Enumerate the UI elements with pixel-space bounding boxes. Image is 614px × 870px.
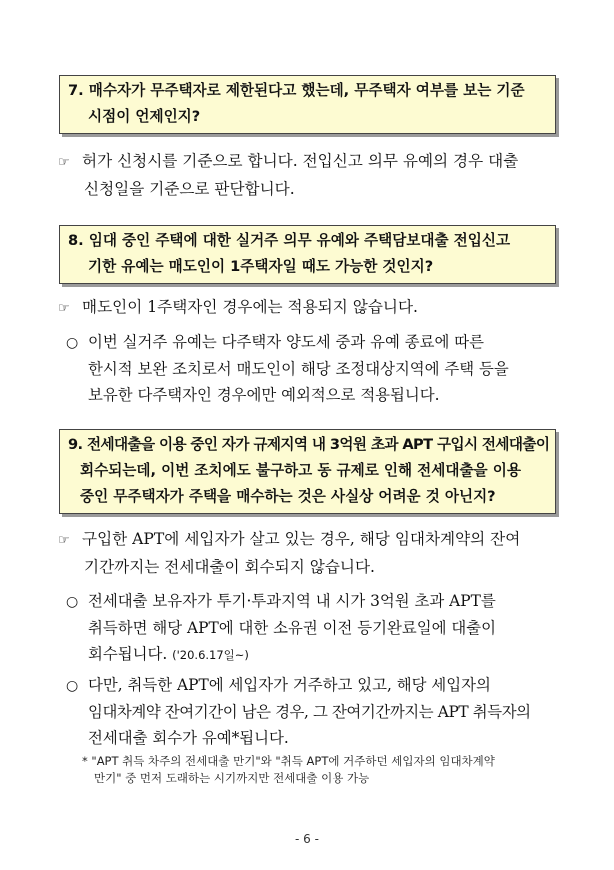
pointing-hand-icon: ☞	[58, 301, 70, 316]
question-9-line-1: 9. 전세대출을 이용 중인 자가 규제지역 내 3억원 초과 APT 구입시 전세대출이	[68, 436, 550, 453]
answer-7	[58, 148, 558, 202]
answer-7-line-1: 허가 신청시를 기준으로 합니다. 전입신고 의무 유예의 경우 대출	[82, 152, 519, 170]
answer-9-detail-1	[66, 588, 558, 668]
answer-9	[58, 526, 558, 580]
answer-7-line-2: 신청일을 기준으로 판단합니다.	[84, 180, 295, 198]
question-7-line-2: 시점이 언제인지?	[88, 108, 201, 125]
answer-8-detail-line-3: 보유한 다주택자인 경우에만 예외적으로 적용됩니다.	[88, 386, 440, 404]
answer-9-detail-1-line-3: 회수됩니다.	[88, 645, 168, 663]
question-8-box	[59, 225, 556, 284]
answer-9-detail-1-line-1: 전세대출 보유자가 투기·투과지역 내 시가 3억원 초과 APT를	[88, 592, 496, 610]
answer-8-detail	[66, 329, 558, 408]
footnote	[82, 753, 552, 787]
bullet-circle-icon: ○	[66, 678, 79, 694]
pointing-hand-icon: ☞	[58, 155, 70, 170]
answer-9-detail-2-line-2: 임대차계약 잔여기간이 남은 경우, 그 잔여기간까지는 APT 취득자의	[88, 703, 531, 721]
question-7-line-1: 7. 매수자가 무주택자로 제한된다고 했는데, 무주택자 여부를 보는 기준	[68, 82, 525, 99]
answer-9-line-1: 구입한 APT에 세입자가 살고 있는 경우, 해당 임대차계약의 잔여	[82, 530, 521, 548]
bullet-circle-icon: ○	[66, 335, 79, 351]
question-9-line-2: 회수되는데, 이번 조치에도 불구하고 동 규제로 인해 전세대출을 이용	[80, 462, 521, 479]
answer-8	[58, 294, 558, 322]
answer-9-detail-2	[66, 672, 558, 751]
question-9-box	[59, 429, 556, 514]
question-7-box	[59, 75, 556, 134]
question-9-line-3: 중인 무주택자가 주택을 매수하는 것은 사실상 어려운 것 아닌지?	[80, 488, 496, 505]
bullet-circle-icon: ○	[66, 594, 79, 610]
answer-8-detail-line-2: 한시적 보완 조치로서 매도인이 해당 조정대상지역에 주택 등을	[88, 360, 509, 378]
page-number: - 6 -	[295, 832, 319, 846]
question-8-line-2: 기한 유예는 매도인이 1주택자일 때도 가능한 것인지?	[88, 258, 434, 275]
answer-9-detail-2-line-1: 다만, 취득한 APT에 세입자가 거주하고 있고, 해당 세입자의	[88, 676, 491, 694]
footnote-line-2: 만기" 중 먼저 도래하는 시기까지만 전세대출 이용 가능	[94, 771, 370, 785]
footnote-line-1: * "APT 취득 차주의 전세대출 만기"와 "취득 APT에 거주하던 세입자의 임대차계약	[82, 754, 495, 768]
answer-8-line-1: 매도인이 1주택자인 경우에는 적용되지 않습니다.	[82, 298, 418, 316]
answer-9-detail-1-line-2: 취득하면 해당 APT에 대한 소유권 이전 등기완료일에 대출이	[88, 619, 496, 637]
question-8-line-1: 8. 임대 중인 주택에 대한 실거주 의무 유예와 주택담보대출 전입신고	[68, 232, 511, 249]
pointing-hand-icon: ☞	[58, 533, 70, 548]
effective-date: ('20.6.17일~)	[172, 648, 249, 662]
answer-8-detail-line-1: 이번 실거주 유예는 다주택자 양도세 중과 유예 종료에 따른	[88, 333, 484, 351]
answer-9-line-2: 기간까지는 전세대출이 회수되지 않습니다.	[84, 558, 375, 576]
answer-9-detail-2-line-3: 전세대출 회수가 유예*됩니다.	[88, 729, 289, 747]
